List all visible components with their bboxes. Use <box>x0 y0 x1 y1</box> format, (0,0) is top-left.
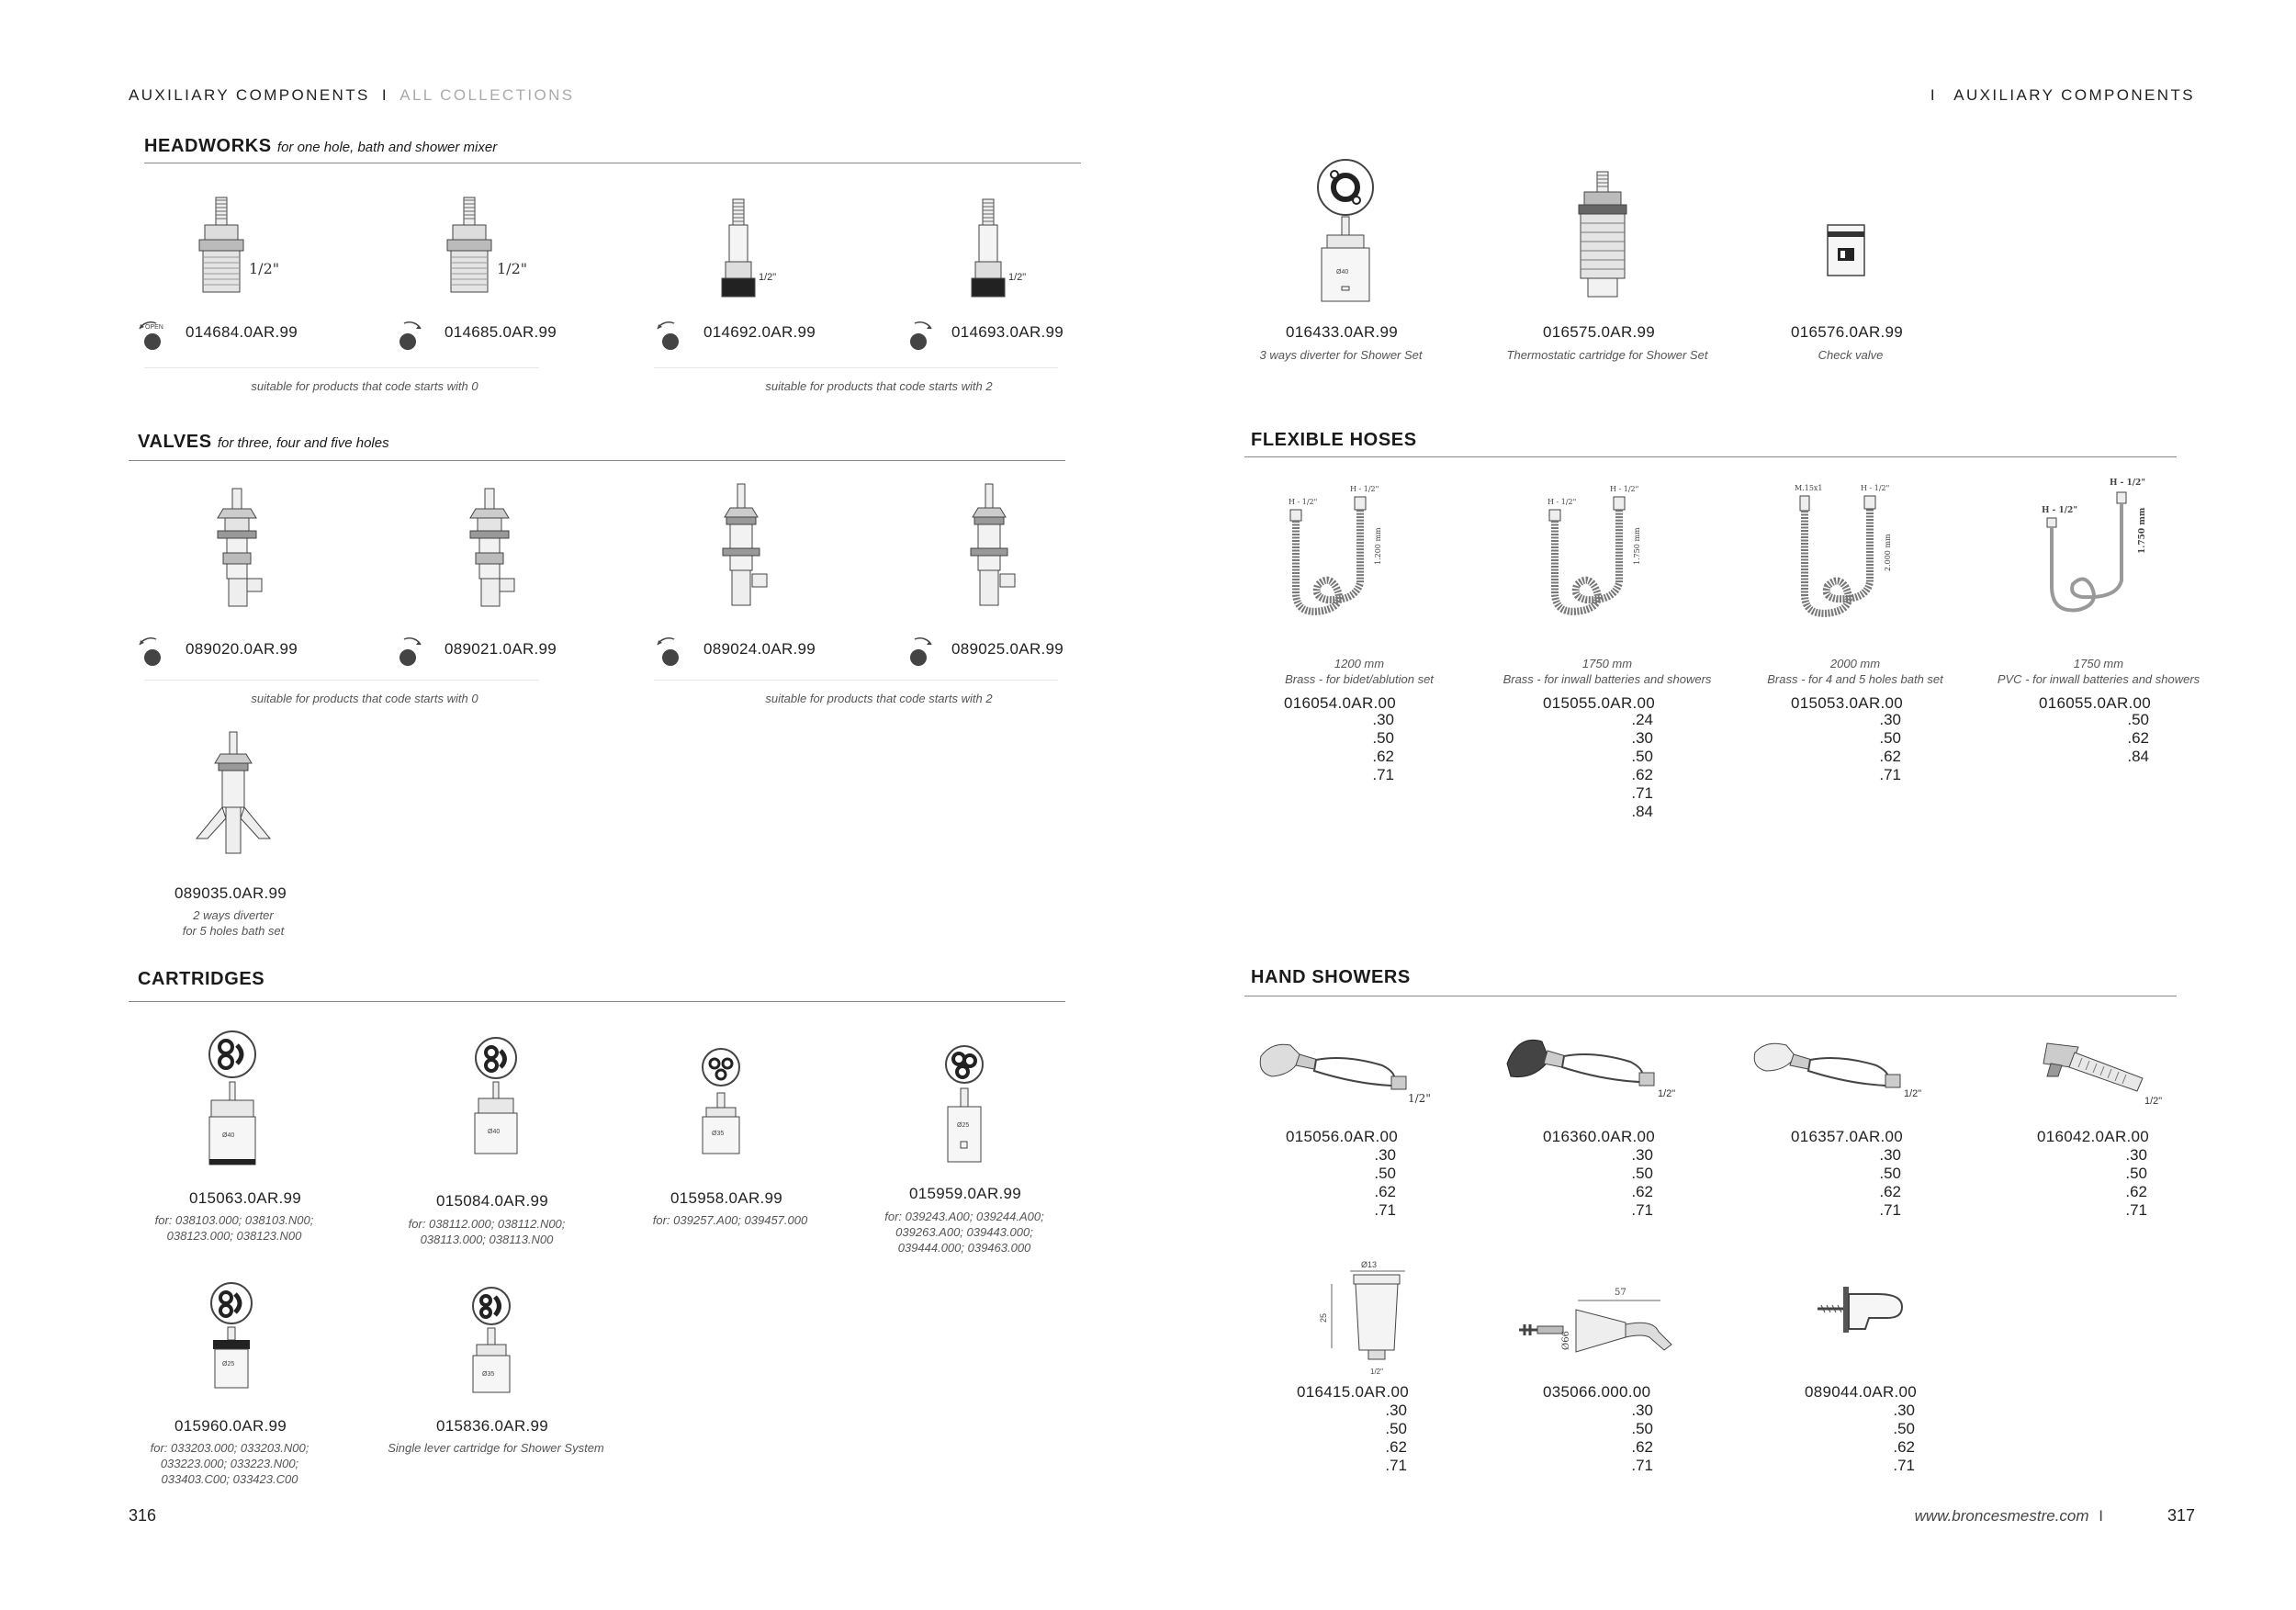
headwork-code-4: 014693.0AR.99 <box>951 323 1064 341</box>
hose-length-2: 1750 mm <box>1581 657 1633 670</box>
finish: .50 <box>2127 711 2149 728</box>
hand-shower-code-6: 035066.000.00 <box>1543 1383 1651 1401</box>
finish: .71 <box>1893 1457 1915 1474</box>
finish: .30 <box>1893 1402 1915 1419</box>
cartridge-desc: for: 038103.000; 038103.N00; <box>154 1213 314 1227</box>
valves-note-2: suitable for products that code starts with 2 <box>765 692 993 705</box>
valves-title-text: VALVES <box>138 432 212 452</box>
headwork-drawing-3 <box>716 197 808 303</box>
hose-label: H - 1/2" <box>1350 485 1379 493</box>
hose-drawing-3 <box>1782 479 1919 631</box>
finish: .62 <box>1385 1438 1407 1456</box>
finish: .30 <box>1374 1146 1396 1164</box>
cartridge-drawing-3 <box>693 1047 748 1176</box>
open-direction-icon <box>136 636 167 667</box>
hand-shower-drawing-4 <box>2034 1030 2172 1113</box>
hand-shower-drawing-3 <box>1750 1030 1942 1113</box>
open-direction-icon <box>654 636 685 667</box>
finish-list <box>1875 1146 1901 1220</box>
header-right-sep: I <box>1930 86 1938 104</box>
finish: .62 <box>1631 766 1653 783</box>
diverter-desc-1: 2 ways diverter <box>193 908 274 922</box>
hose-desc-3: Brass - for 4 and 5 holes bath set <box>1767 672 1943 686</box>
diverter-desc-2: for 5 holes bath set <box>182 924 285 938</box>
website-url[interactable]: www.broncesmestre.com <box>1914 1507 2089 1525</box>
cartridge-desc: 038113.000; 038113.N00 <box>420 1233 554 1246</box>
cartridge-dia-4: Ø25 <box>957 1122 970 1129</box>
valves-subtitle: for three, four and five holes <box>217 435 389 451</box>
cartridge-code-3: 015958.0AR.99 <box>670 1189 783 1207</box>
valves-title <box>138 432 389 453</box>
finish: .50 <box>1385 1420 1407 1437</box>
finish: .50 <box>1879 729 1901 747</box>
cartridge-code-5: 015960.0AR.99 <box>174 1417 287 1435</box>
headwork-size-1: 1/2" <box>249 260 280 277</box>
finish: .71 <box>2125 1201 2147 1219</box>
hose-code-3: 015053.0AR.00 <box>1791 694 1904 712</box>
hand-shower-code-1: 015056.0AR.00 <box>1286 1128 1399 1145</box>
hand-shower-code-3: 016357.0AR.00 <box>1791 1128 1904 1145</box>
headwork-code-2: 014685.0AR.99 <box>445 323 557 341</box>
cartridge-code-6: 015836.0AR.99 <box>436 1417 549 1435</box>
header-left-main: AUXILIARY COMPONENTS <box>129 86 370 104</box>
finish: .30 <box>1631 729 1653 747</box>
website-link[interactable] <box>1915 1507 2103 1526</box>
hose-label: H - 1/2" <box>1610 485 1639 493</box>
header-right-main: AUXILIARY COMPONENTS <box>1953 86 2195 104</box>
cartridge-desc: for: 039243.A00; 039244.A00; <box>884 1210 1044 1223</box>
finish: .62 <box>1374 1183 1396 1200</box>
cartridge-desc: 033403.C00; 033423.C00 <box>161 1472 298 1486</box>
valve-drawing-4 <box>951 482 1033 625</box>
cartridge-dia-6: Ø35 <box>482 1371 495 1378</box>
cartridge-drawing-1 <box>200 1029 264 1176</box>
wall-hook-drawing <box>1814 1272 1915 1364</box>
hand-shower-size: 1/2" <box>1904 1088 1922 1099</box>
hand-shower-size: 1/2" <box>1658 1088 1676 1099</box>
divider <box>654 367 1058 368</box>
top-right-desc-3: Check valve <box>1818 348 1884 362</box>
finish-list <box>2122 1146 2147 1220</box>
valve-code-1: 089020.0AR.99 <box>186 640 298 658</box>
open-direction-icon <box>393 320 424 351</box>
valve-code-4: 089025.0AR.99 <box>951 640 1064 658</box>
hose-desc-4: PVC - for inwall batteries and showers <box>1997 672 2200 686</box>
finish: .50 <box>1631 1165 1653 1182</box>
headworks-note-2: suitable for products that code starts with 2 <box>765 379 993 393</box>
hose-code-1: 016054.0AR.00 <box>1284 694 1397 712</box>
cartridge-desc: 039263.A00; 039443.000; <box>895 1225 1033 1239</box>
finish: .30 <box>1385 1402 1407 1419</box>
wall-elbow-drawing <box>1515 1286 1690 1368</box>
valve-drawing-3 <box>703 482 785 625</box>
diverter-3way-drawing <box>1300 156 1391 308</box>
cartridge-dia-1: Ø40 <box>222 1132 235 1139</box>
finish: .71 <box>1879 766 1901 783</box>
hand-shower-code-7: 089044.0AR.00 <box>1805 1383 1918 1401</box>
valve-code-3: 089024.0AR.99 <box>703 640 816 658</box>
hose-length-4: 1750 mm <box>2073 657 2124 670</box>
open-direction-icon <box>904 320 935 351</box>
header-left-sep: I <box>381 86 389 104</box>
hose-desc-2: Brass - for inwall batteries and showers <box>1503 672 1712 686</box>
finish: .71 <box>1385 1457 1407 1474</box>
headwork-drawing-1 <box>188 193 289 303</box>
hose-label: M.15x1 <box>1795 484 1823 492</box>
hose-label: H - 1/2" <box>1548 498 1577 506</box>
finish: .62 <box>1372 748 1394 765</box>
cartridges-rule <box>129 1001 1065 1002</box>
hand-shower-code-2: 016360.0AR.00 <box>1543 1128 1656 1145</box>
cartridge-drawing-6 <box>464 1286 519 1410</box>
finish: .71 <box>1374 1201 1396 1219</box>
check-valve-drawing <box>1823 220 1869 280</box>
cartridge-dia-5: Ø25 <box>222 1361 235 1368</box>
finish-list <box>1627 711 1653 821</box>
open-label: OPEN <box>145 324 163 331</box>
headwork-size-2: 1/2" <box>497 260 528 277</box>
finish: .50 <box>1631 748 1653 765</box>
finish: .71 <box>1879 1201 1901 1219</box>
valve-code-2: 089021.0AR.99 <box>445 640 557 658</box>
finish: .30 <box>1879 711 1901 728</box>
cartridge-drawing-2 <box>464 1036 528 1169</box>
cartridge-dia-3: Ø35 <box>712 1131 725 1137</box>
finish-list <box>2123 711 2149 766</box>
finish: .50 <box>1879 1165 1901 1182</box>
headworks-title-text: HEADWORKS <box>144 136 272 156</box>
cartridge-code-1: 015063.0AR.99 <box>189 1189 302 1207</box>
hand-shower-code-4: 016042.0AR.00 <box>2037 1128 2150 1145</box>
cartridge-desc: Single lever cartridge for Shower System <box>388 1441 604 1455</box>
cartridges-title: CARTRIDGES <box>138 969 265 989</box>
finish: .71 <box>1631 1457 1653 1474</box>
divider <box>144 680 539 681</box>
hose-drawing-4 <box>2034 476 2172 632</box>
finish: .62 <box>2125 1183 2147 1200</box>
finish: .50 <box>1374 1165 1396 1182</box>
finish-list <box>1627 1402 1653 1475</box>
hose-dim: 2.000 mm <box>1884 534 1892 571</box>
finish: .71 <box>1372 766 1394 783</box>
running-header-left <box>129 86 575 105</box>
divider <box>654 680 1058 681</box>
top-right-code-1: 016433.0AR.99 <box>1286 323 1399 341</box>
holder-size: 1/2" <box>1370 1368 1383 1376</box>
cartridge-code-4: 015959.0AR.99 <box>909 1185 1022 1202</box>
finish-list <box>1368 711 1394 784</box>
finish: .62 <box>1879 1183 1901 1200</box>
open-direction-icon <box>393 636 424 667</box>
finish: .30 <box>1879 1146 1901 1164</box>
hand-shower-drawing-2 <box>1502 1027 1694 1109</box>
finish: .62 <box>1631 1183 1653 1200</box>
finish: .24 <box>1631 711 1653 728</box>
headworks-title <box>144 136 497 157</box>
holder-dim-top: Ø13 <box>1361 1260 1378 1269</box>
open-direction-icon <box>654 320 685 351</box>
headwork-code-3: 014692.0AR.99 <box>703 323 816 341</box>
headworks-subtitle: for one hole, bath and shower mixer <box>276 140 498 155</box>
top-right-desc-1: 3 ways diverter for Shower Set <box>1259 348 1423 362</box>
cartridge-desc: for: 038112.000; 038112.N00; <box>408 1217 566 1231</box>
elbow-dim-side: Ø66 <box>1561 1331 1571 1350</box>
valve-drawing-1 <box>197 487 280 625</box>
hose-drawing-2 <box>1529 482 1667 629</box>
flexible-hoses-rule <box>1244 456 2177 457</box>
finish: .30 <box>1631 1402 1653 1419</box>
hose-code-4: 016055.0AR.00 <box>2039 694 2152 712</box>
hose-label: H - 1/2" <box>2042 506 2078 515</box>
valve-drawing-2 <box>450 487 533 625</box>
finish: .50 <box>1631 1420 1653 1437</box>
finish: .71 <box>1631 784 1653 802</box>
diverter-drawing <box>184 730 285 877</box>
headwork-size-3: 1/2" <box>759 272 777 283</box>
cartridge-drawing-5 <box>204 1281 259 1410</box>
open-direction-icon <box>136 320 167 351</box>
finish: .62 <box>1893 1438 1915 1456</box>
headwork-code-1: 014684.0AR.99 <box>186 323 298 341</box>
hose-drawing-1 <box>1272 482 1410 629</box>
top-right-code-2: 016575.0AR.99 <box>1543 323 1656 341</box>
cartridge-desc: for: 033203.000; 033203.N00; <box>150 1441 310 1455</box>
thermostatic-cartridge-drawing <box>1566 170 1639 308</box>
valves-rule <box>129 460 1065 461</box>
shower-holder-drawing <box>1313 1258 1414 1378</box>
cartridge-desc: 039444.000; 039463.000 <box>897 1241 1031 1255</box>
hand-shower-code-5: 016415.0AR.00 <box>1297 1383 1410 1401</box>
hand-shower-size: 1/2" <box>1408 1092 1431 1105</box>
cartridge-desc: 033223.000; 033223.N00; <box>160 1457 299 1470</box>
cartridge-dia-2: Ø40 <box>488 1129 501 1135</box>
valves-note-1: suitable for products that code starts with 0 <box>251 692 478 705</box>
hose-label: H - 1/2" <box>1289 498 1318 506</box>
hose-dim: 1.200 mm <box>1374 527 1382 565</box>
hose-desc-1: Brass - for bidet/ablution set <box>1285 672 1434 686</box>
divider <box>144 367 539 368</box>
cartridge-code-2: 015084.0AR.99 <box>436 1192 549 1210</box>
finish: .50 <box>2125 1165 2147 1182</box>
finish-list <box>1370 1146 1396 1220</box>
finish-list <box>1381 1402 1407 1475</box>
finish: .30 <box>2125 1146 2147 1164</box>
diverter-code: 089035.0AR.99 <box>174 884 287 902</box>
cartridge-desc: 038123.000; 038123.N00 <box>166 1229 302 1243</box>
headwork-drawing-4 <box>966 197 1058 303</box>
finish: .30 <box>1631 1146 1653 1164</box>
hose-length-3: 2000 mm <box>1829 657 1881 670</box>
open-direction-icon <box>904 636 935 667</box>
hand-shower-size: 1/2" <box>2144 1096 2163 1107</box>
page-number-left: 316 <box>129 1506 157 1525</box>
hose-code-2: 015055.0AR.00 <box>1543 694 1656 712</box>
finish: .30 <box>1372 711 1394 728</box>
finish-list <box>1889 1402 1915 1475</box>
page-number-right: 317 <box>2167 1506 2195 1525</box>
headwork-size-4: 1/2" <box>1008 272 1027 283</box>
top-right-code-3: 016576.0AR.99 <box>1791 323 1904 341</box>
hose-label: H - 1/2" <box>2110 478 2146 488</box>
hand-showers-title: HAND SHOWERS <box>1251 967 1411 987</box>
finish: .71 <box>1631 1201 1653 1219</box>
header-left-sub: ALL COLLECTIONS <box>400 86 575 104</box>
finish: .62 <box>1879 748 1901 765</box>
finish-list <box>1627 1146 1653 1220</box>
hand-shower-drawing-1 <box>1254 1029 1451 1111</box>
headwork-drawing-2 <box>436 193 537 303</box>
cartridge-desc: for: 039257.A00; 039457.000 <box>652 1213 808 1227</box>
headworks-note-1: suitable for products that code starts with 0 <box>251 379 478 393</box>
top-right-desc-2: Thermostatic cartridge for Shower Set <box>1506 348 1708 362</box>
finish: .50 <box>1893 1420 1915 1437</box>
finish: .84 <box>2127 748 2149 765</box>
top-right-dia-1: Ø40 <box>1336 269 1349 276</box>
hose-dim: 1.750 mm <box>2138 507 2147 554</box>
flexible-hoses-title: FLEXIBLE HOSES <box>1251 430 1417 450</box>
cartridge-drawing-4 <box>937 1042 992 1176</box>
hose-length-1: 1200 mm <box>1334 657 1385 670</box>
holder-dim-side: 25 <box>1319 1312 1328 1323</box>
hose-label: H - 1/2" <box>1861 484 1890 492</box>
running-header-right <box>1930 86 2195 105</box>
finish: .62 <box>2127 729 2149 747</box>
hose-dim: 1.750 mm <box>1633 527 1641 565</box>
finish: .84 <box>1631 803 1653 820</box>
footer-sep: I <box>2099 1507 2103 1525</box>
finish: .62 <box>1631 1438 1653 1456</box>
finish: .50 <box>1372 729 1394 747</box>
finish-list <box>1875 711 1901 784</box>
elbow-dim-top: 57 <box>1615 1288 1626 1298</box>
